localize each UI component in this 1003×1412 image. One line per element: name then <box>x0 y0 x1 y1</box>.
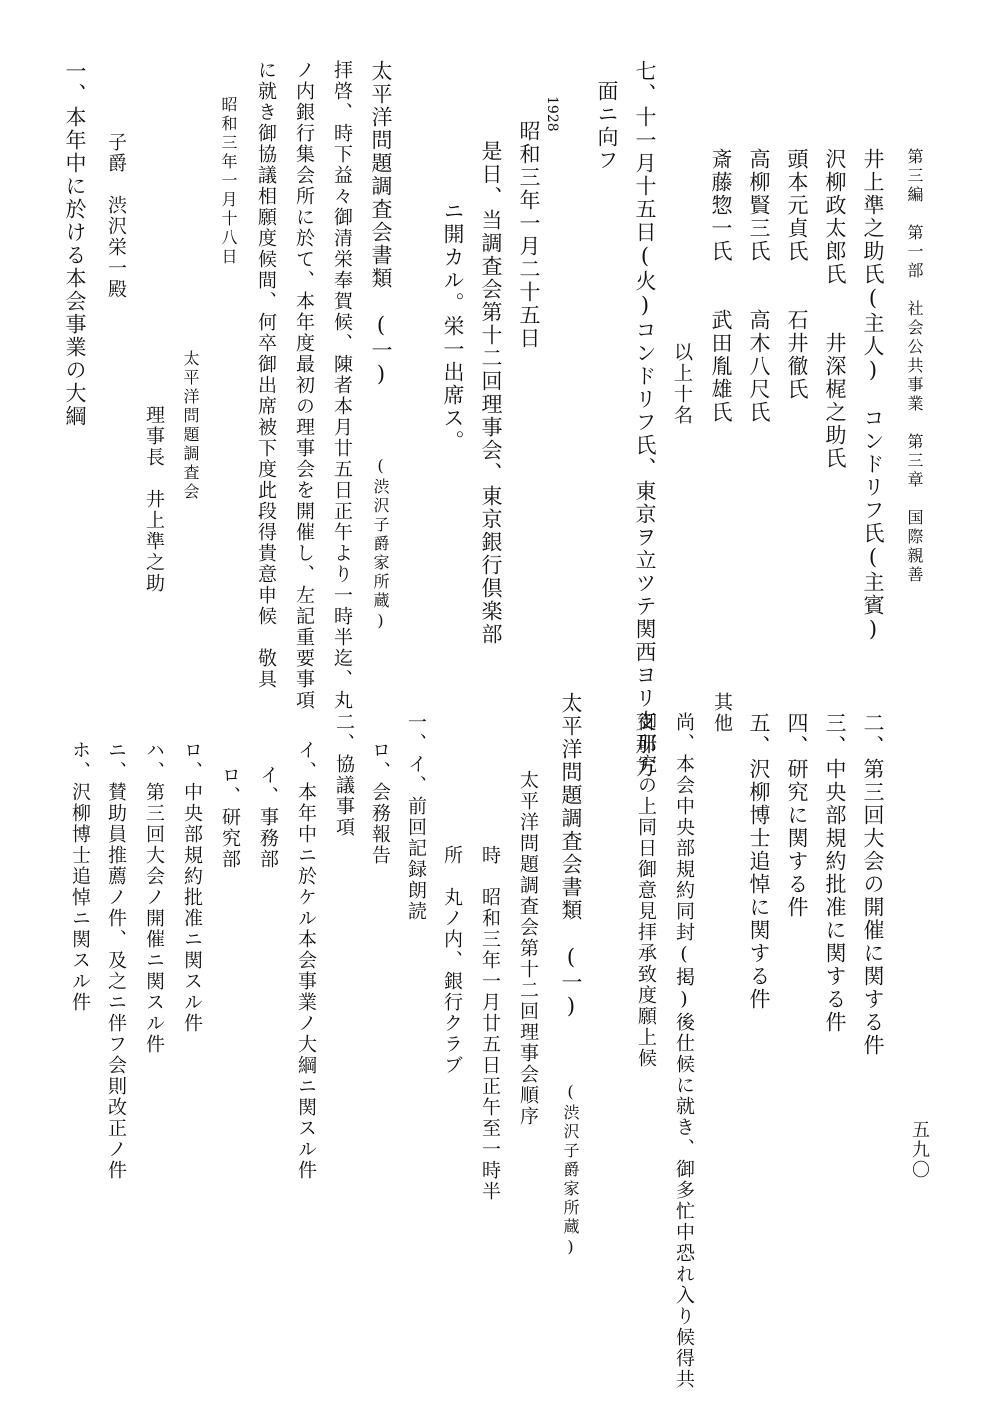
item-5: 五、沢柳博士追悼に関する件 <box>747 712 771 1011</box>
agenda-line-1: 一、イ、前回記録朗読 <box>405 712 427 922</box>
agenda-line-6: ロ、研究部 <box>219 765 241 870</box>
year-western: 1928 <box>544 96 560 132</box>
agenda-line-2: ロ、会務報告 <box>369 740 391 866</box>
entry-date: 昭和三年一月二十五日 <box>517 120 541 350</box>
doc-source-top: (渋沢子爵家所蔵) <box>371 456 390 633</box>
agenda-line-8: ハ、第三回大会ノ開催ニ関スル件 <box>143 740 165 1055</box>
agenda-title: 太平洋問題調査会第十二回理事会順序 <box>517 770 539 1127</box>
running-head: 第三編 第一部 社会公共事業 第三章 国際親善 <box>905 148 924 585</box>
agenda-line-7: ロ、中央部規約批准ニ関スル件 <box>181 740 203 1034</box>
letter-date: 昭和三年一月十八日 <box>219 96 238 267</box>
attendee-line-2: 沢柳政太郎氏 井深梶之助氏 <box>823 148 847 470</box>
agenda-line-10: ホ、沢柳博士追悼ニ関スル件 <box>69 740 91 1013</box>
letter-line-1: 拝啓、時下益々御清栄奉賀候、陳者本月廿五日正午より一時半迄、丸 <box>331 60 353 711</box>
item-4: 四、研究に関する件 <box>785 712 809 919</box>
sender-person: 理事長 井上準之助 <box>143 405 165 594</box>
attendee-total: 以上十名 <box>671 342 693 426</box>
agenda-line-5: イ、事務部 <box>257 765 279 870</box>
entry-7-cont: 面ニ向フ <box>595 80 619 172</box>
item-3: 三、中央部規約批准に関する件 <box>823 712 847 1034</box>
item-2: 二、第三回大会の開催に関する件 <box>861 712 885 1057</box>
agenda-place: 所 丸ノ内、銀行クラブ <box>441 845 463 1076</box>
agenda-line-9: ニ、賛助員推薦ノ件、及之ニ伴フ会則改正ノ件 <box>105 740 127 1181</box>
page-number: 五九〇 <box>909 1120 930 1180</box>
note-line-2: 御研究の上同日御意見拝承致度願上候 <box>635 712 657 1069</box>
agenda-item-1-top: 一、本年中に於ける本会事業の大綱 <box>63 60 87 428</box>
doc-title-top: 太平洋問題調査会書類 (一) <box>369 60 393 388</box>
agenda-line-4: イ、本年中ニ於ケル本会事業ノ大綱ニ関スル件 <box>295 740 317 1181</box>
entry-7: 七、十一月十五日(火)コンドリフ氏、東京ヲ立ツテ関西ヨリ支那方 <box>633 60 657 779</box>
other-label: 其他 <box>711 692 733 734</box>
attendee-line-4: 高柳賢三氏 高木八尺氏 <box>747 148 771 424</box>
doc-source-bottom: (渋沢子爵家所蔵) <box>561 1082 580 1259</box>
doc-title-bottom: 太平洋問題調査会書類 (一) <box>559 692 583 1020</box>
letter-line-2: ノ内銀行集会所に於て、本年度最初の理事会を開催し、左記重要事項 <box>293 60 315 711</box>
entry-text-2: ニ開カル。栄一出席ス。 <box>441 200 465 453</box>
letter-line-3: に就き御協議相願度候間、何卒御出席被下度此段得貴意申候 敬具 <box>255 60 277 690</box>
attendee-line-3: 頭本元貞氏 石井徹氏 <box>785 148 809 401</box>
recipient: 子爵 渋沢栄一殿 <box>105 132 127 300</box>
attendee-line-5: 斎藤惣一氏 武田胤雄氏 <box>709 148 733 424</box>
agenda-line-3: 二、協議事項 <box>333 712 355 838</box>
agenda-time: 時 昭和三年一月廿五日正午至一時半 <box>479 845 501 1202</box>
sender-org: 太平洋問題調査会 <box>181 350 200 502</box>
note-line-1: 尚、本会中央部規約同封(掲)後仕候に就き、御多忙中恐れ入り候得共 <box>673 712 695 1390</box>
entry-text-1: 是日、当調査会第十二回理事会、東京銀行倶楽部 <box>479 140 503 646</box>
attendee-line-1: 井上準之助氏(主人) コンドリフ氏(主賓) <box>861 148 885 643</box>
